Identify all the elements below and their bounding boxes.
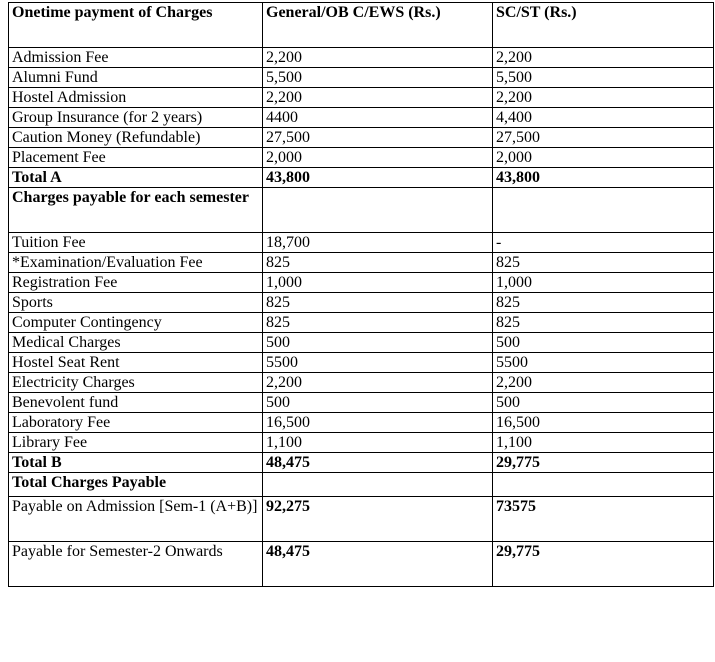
table-row	[9, 333, 714, 353]
charge-label: Electricity Charges	[9, 373, 263, 393]
table-row	[9, 68, 714, 88]
header-charges: Onetime payment of Charges	[9, 3, 263, 48]
table-row	[9, 108, 714, 128]
table-row	[9, 373, 714, 393]
general-amount: 500	[263, 393, 493, 413]
scst-amount: 27,500	[493, 128, 714, 148]
empty-cell	[493, 188, 714, 233]
scst-amount: 29,775	[493, 453, 714, 473]
table-row	[9, 148, 714, 168]
scst-amount: 43,800	[493, 168, 714, 188]
table-row	[9, 313, 714, 333]
header-general: General/OB C/EWS (Rs.)	[263, 3, 493, 48]
table-row	[9, 293, 714, 313]
table-row	[9, 48, 714, 68]
scst-amount: 1,100	[493, 433, 714, 453]
table-row	[9, 233, 714, 253]
charge-label: Alumni Fund	[9, 68, 263, 88]
scst-amount: 2,200	[493, 48, 714, 68]
charge-label: Computer Contingency	[9, 313, 263, 333]
general-amount: 2,200	[263, 373, 493, 393]
scst-amount: 16,500	[493, 413, 714, 433]
general-amount: 1,100	[263, 433, 493, 453]
charge-label: Tuition Fee	[9, 233, 263, 253]
scst-amount: 5500	[493, 353, 714, 373]
scst-amount: 2,200	[493, 88, 714, 108]
scst-amount: 2,000	[493, 148, 714, 168]
general-amount: 2,000	[263, 148, 493, 168]
general-amount: 2,200	[263, 48, 493, 68]
table-row	[9, 273, 714, 293]
scst-amount: 825	[493, 253, 714, 273]
charge-label: Caution Money (Refundable)	[9, 128, 263, 148]
charge-label: Medical Charges	[9, 333, 263, 353]
scst-amount: 825	[493, 293, 714, 313]
fee-table	[8, 2, 714, 587]
section-b-heading-row	[9, 188, 714, 233]
general-amount: 43,800	[263, 168, 493, 188]
section-heading: Total Charges Payable	[9, 473, 263, 497]
general-amount: 27,500	[263, 128, 493, 148]
general-amount: 825	[263, 313, 493, 333]
charge-label: Total A	[9, 168, 263, 188]
charge-label: Library Fee	[9, 433, 263, 453]
general-amount: 500	[263, 333, 493, 353]
general-amount: 2,200	[263, 88, 493, 108]
payable-admission-row	[9, 497, 714, 542]
charge-label: Sports	[9, 293, 263, 313]
scst-amount: 29,775	[493, 542, 714, 587]
general-amount: 92,275	[263, 497, 493, 542]
empty-cell	[263, 188, 493, 233]
scst-amount: 73575	[493, 497, 714, 542]
general-amount: 5,500	[263, 68, 493, 88]
charge-label: Payable on Admission [Sem-1 (A+B)]	[9, 497, 263, 542]
table-row	[9, 253, 714, 273]
charge-label: Placement Fee	[9, 148, 263, 168]
scst-amount: 2,200	[493, 373, 714, 393]
general-amount: 825	[263, 293, 493, 313]
scst-amount: 500	[493, 333, 714, 353]
section-heading: Charges payable for each semester	[9, 188, 263, 233]
charge-label: Laboratory Fee	[9, 413, 263, 433]
charge-label: Group Insurance (for 2 years)	[9, 108, 263, 128]
header-row	[9, 3, 714, 48]
charge-label: Total B	[9, 453, 263, 473]
total-a-row	[9, 168, 714, 188]
general-amount: 18,700	[263, 233, 493, 253]
general-amount: 1,000	[263, 273, 493, 293]
charge-label: Registration Fee	[9, 273, 263, 293]
header-scst: SC/ST (Rs.)	[493, 3, 714, 48]
table-row	[9, 413, 714, 433]
charge-label: Admission Fee	[9, 48, 263, 68]
general-amount: 16,500	[263, 413, 493, 433]
general-amount: 5500	[263, 353, 493, 373]
empty-cell	[493, 473, 714, 497]
scst-amount: 825	[493, 313, 714, 333]
table-row	[9, 128, 714, 148]
table-row	[9, 433, 714, 453]
general-amount: 825	[263, 253, 493, 273]
payable-semester2-row	[9, 542, 714, 587]
scst-amount: 5,500	[493, 68, 714, 88]
charge-label: Hostel Seat Rent	[9, 353, 263, 373]
scst-amount: 1,000	[493, 273, 714, 293]
table-row	[9, 88, 714, 108]
charge-label: Payable for Semester-2 Onwards	[9, 542, 263, 587]
charge-label: Hostel Admission	[9, 88, 263, 108]
table-row	[9, 353, 714, 373]
table-row	[9, 393, 714, 413]
general-amount: 48,475	[263, 542, 493, 587]
summary-heading-row	[9, 473, 714, 497]
general-amount: 4400	[263, 108, 493, 128]
empty-cell	[263, 473, 493, 497]
total-b-row	[9, 453, 714, 473]
charge-label: Benevolent fund	[9, 393, 263, 413]
charge-label: *Examination/Evaluation Fee	[9, 253, 263, 273]
scst-amount: 500	[493, 393, 714, 413]
scst-amount: 4,400	[493, 108, 714, 128]
scst-amount: -	[493, 233, 714, 253]
general-amount: 48,475	[263, 453, 493, 473]
